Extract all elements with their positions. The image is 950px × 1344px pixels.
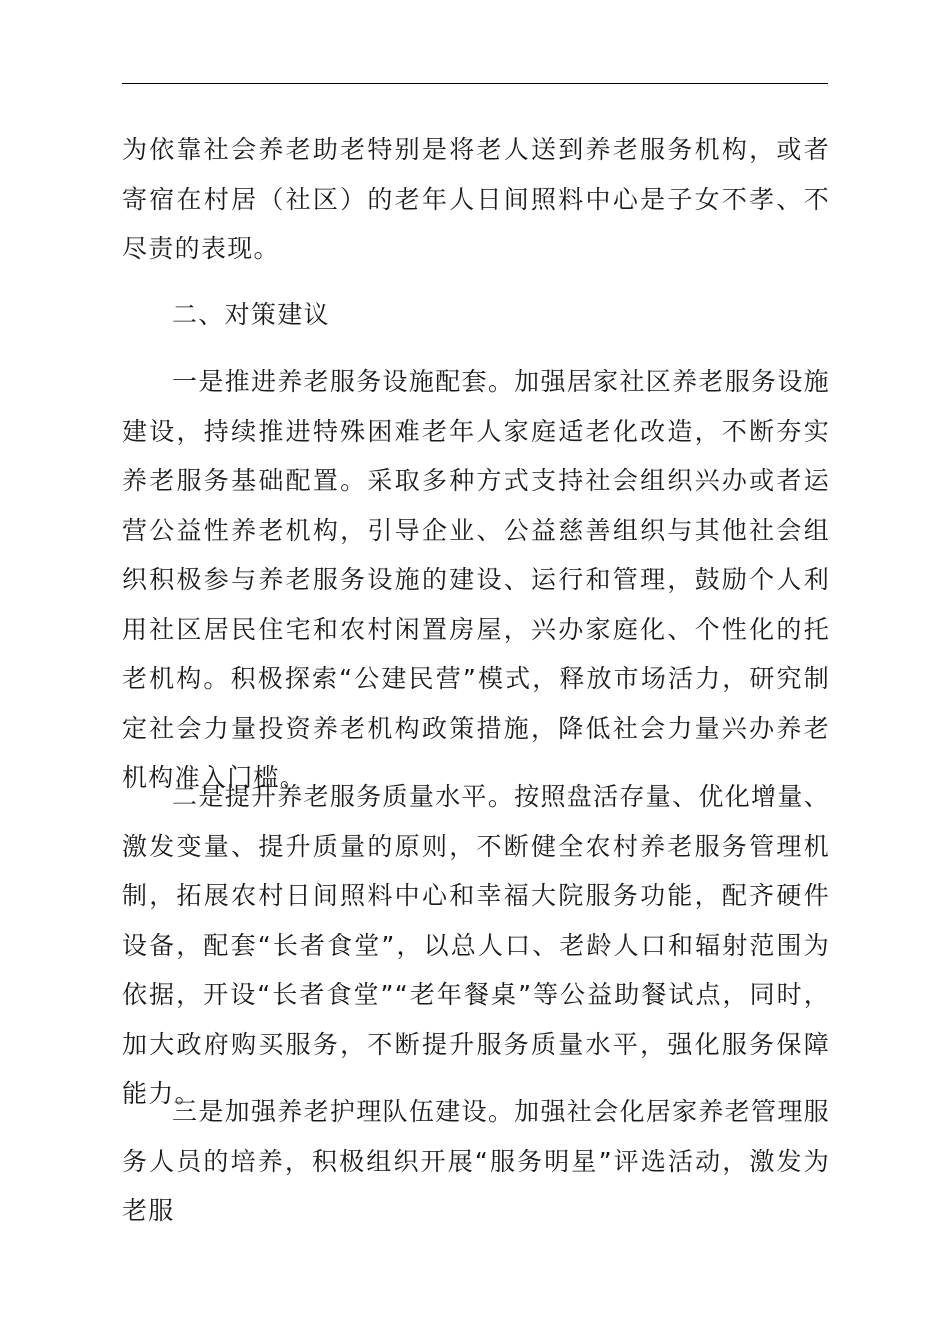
paragraph-facilities (122, 357, 830, 803)
paragraph-text: 二是提升养老服务质量水平。按照盘活存量、优化增量、激发变量、提升质量的原则，不断健全农村养老服务管理机制，拓展农村日间照料中心和幸福大院服务功能，配齐硬件设备，配套“长者食堂”，以总人口、老龄人口和辐射范围为依据，开设“长者食堂”“老年餐桌”等公益助餐试点，同时，加大政府购买服务，不断提升服务质量水平，强化服务保障能力。 (122, 782, 830, 1108)
section-heading (122, 290, 830, 340)
paragraph-text: 为依靠社会养老助老特别是将老人送到养老服务机构，或者寄宿在村居（社区）的老年人日间照料中心是子女不孝、不尽责的表现。 (122, 135, 830, 263)
paragraph-quality (122, 772, 830, 1119)
paragraph-text: 一是推进养老服务设施配套。加强居家社区养老服务设施建设，持续推进特殊困难老年人家庭适老化改造，不断夯实养老服务基础配置。采取多种方式支持社会组织兴办或者运营公益性养老机构，引导企业、公益慈善组织与其他社会组织积极参与养老服务设施的建设、运行和管理，鼓励个人利用社区居民住宅和农村闲置房屋，兴办家庭化、个性化的托老机构。积极探索“公建民营”模式，释放市场活力，研究制定社会力量投资养老机构政策措施，降低社会力量兴办养老机构准入门槛。 (122, 367, 830, 792)
section-heading-text: 二、对策建议 (172, 300, 330, 329)
continuation-paragraph (122, 125, 830, 274)
header-rule (122, 83, 828, 84)
paragraph-staffing (122, 1087, 830, 1236)
paragraph-text: 三是加强养老护理队伍建设。加强社会化居家养老管理服务人员的培养，积极组织开展“服务明星”评选活动，激发为老服 (122, 1097, 830, 1225)
